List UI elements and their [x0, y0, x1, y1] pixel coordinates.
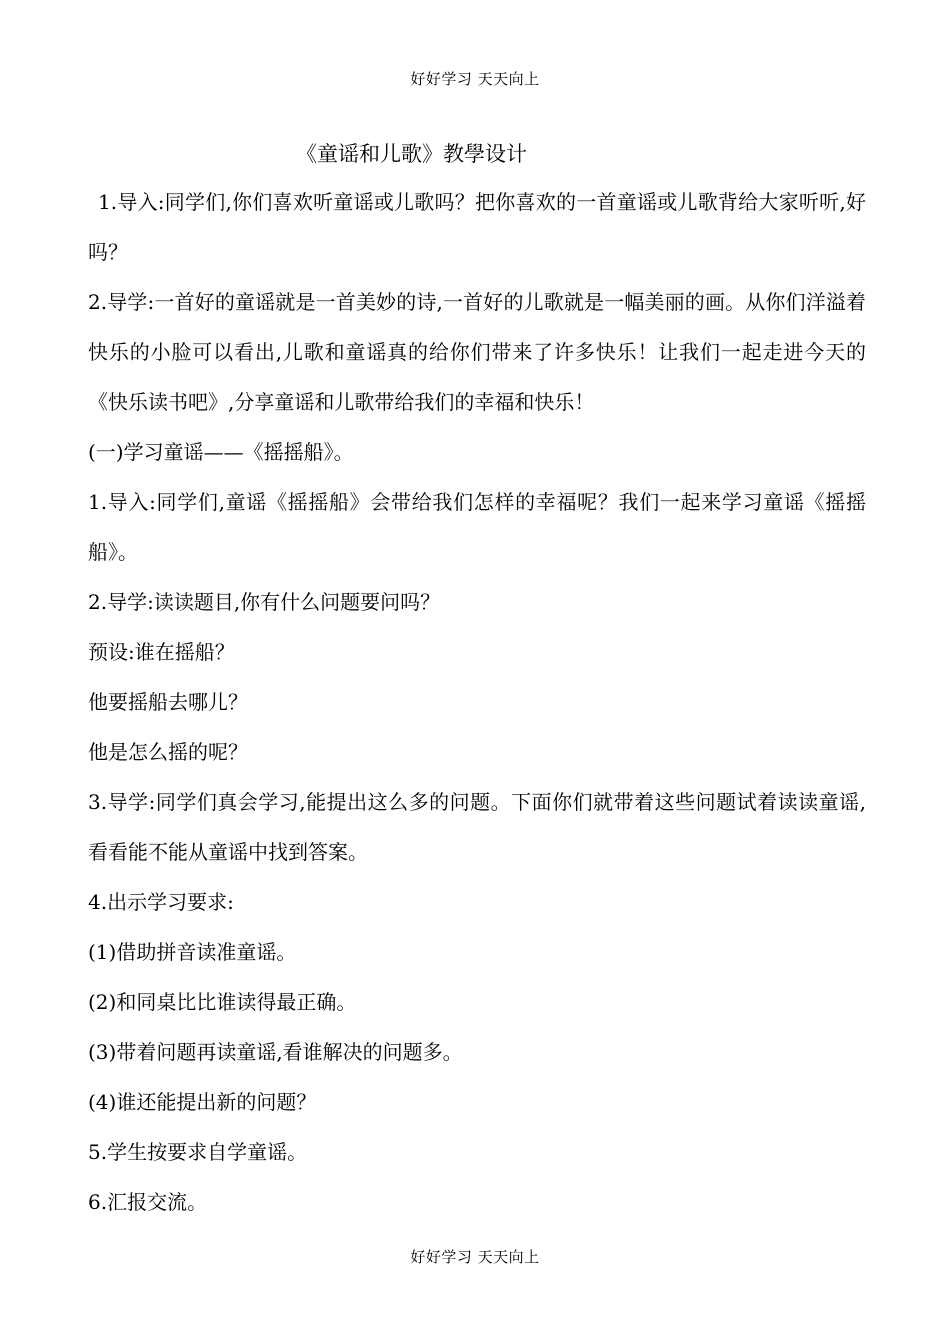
section-heading: (一)学习童谣——《摇摇船》。 [88, 440, 354, 464]
paragraph: 4.出示学习要求: [88, 890, 234, 914]
page-footer: 好好学习 天天向上 [410, 1248, 540, 1266]
paragraph: 预设:谁在摇船？ [88, 640, 235, 664]
page-header: 好好学习 天天向上 [410, 70, 540, 88]
paragraph: 2.导学:读读题目,你有什么问题要问吗？ [88, 590, 441, 614]
paragraph: 他要摇船去哪儿？ [88, 690, 248, 714]
paragraph: 1.导入:同学们,你们喜欢听童谣或儿歌吗？把你喜欢的一首童谣或儿歌背给大家听听,好吗？ [88, 190, 866, 264]
document-title: 《童谣和儿歌》教學设计 [296, 142, 527, 166]
paragraph: 3.导学:同学们真会学习,能提出这么多的问题。下面你们就带着这些问题试着读读童谣,看看能不能从童谣中找到答案。 [88, 790, 866, 864]
list-item: (3)带着问题再读童谣,看谁解决的问题多。 [88, 1040, 463, 1064]
paragraph: 5.学生按要求自学童谣。 [88, 1140, 308, 1164]
list-item: (1)借助拼音读准童谣。 [88, 940, 297, 964]
paragraph: 他是怎么摇的呢？ [88, 740, 248, 764]
paragraph: 1.导入:同学们,童谣《摇摇船》会带给我们怎样的幸福呢？我们一起来学习童谣《摇摇船》。 [88, 490, 866, 564]
paragraph: 2.导学:一首好的童谣就是一首美妙的诗,一首好的儿歌就是一幅美丽的画。从你们洋溢着快乐的小脸可以看出,儿歌和童谣真的给你们带来了许多快乐！让我们一起走进今天的《快乐读书吧》,分享童谣和儿歌带给我们的幸福和快乐！ [88, 290, 866, 414]
document-body [88, 177, 866, 1227]
paragraph: 6.汇报交流。 [88, 1190, 208, 1214]
list-item: (4)谁还能提出新的问题？ [88, 1090, 317, 1114]
list-item: (2)和同桌比比谁读得最正确。 [88, 990, 357, 1014]
